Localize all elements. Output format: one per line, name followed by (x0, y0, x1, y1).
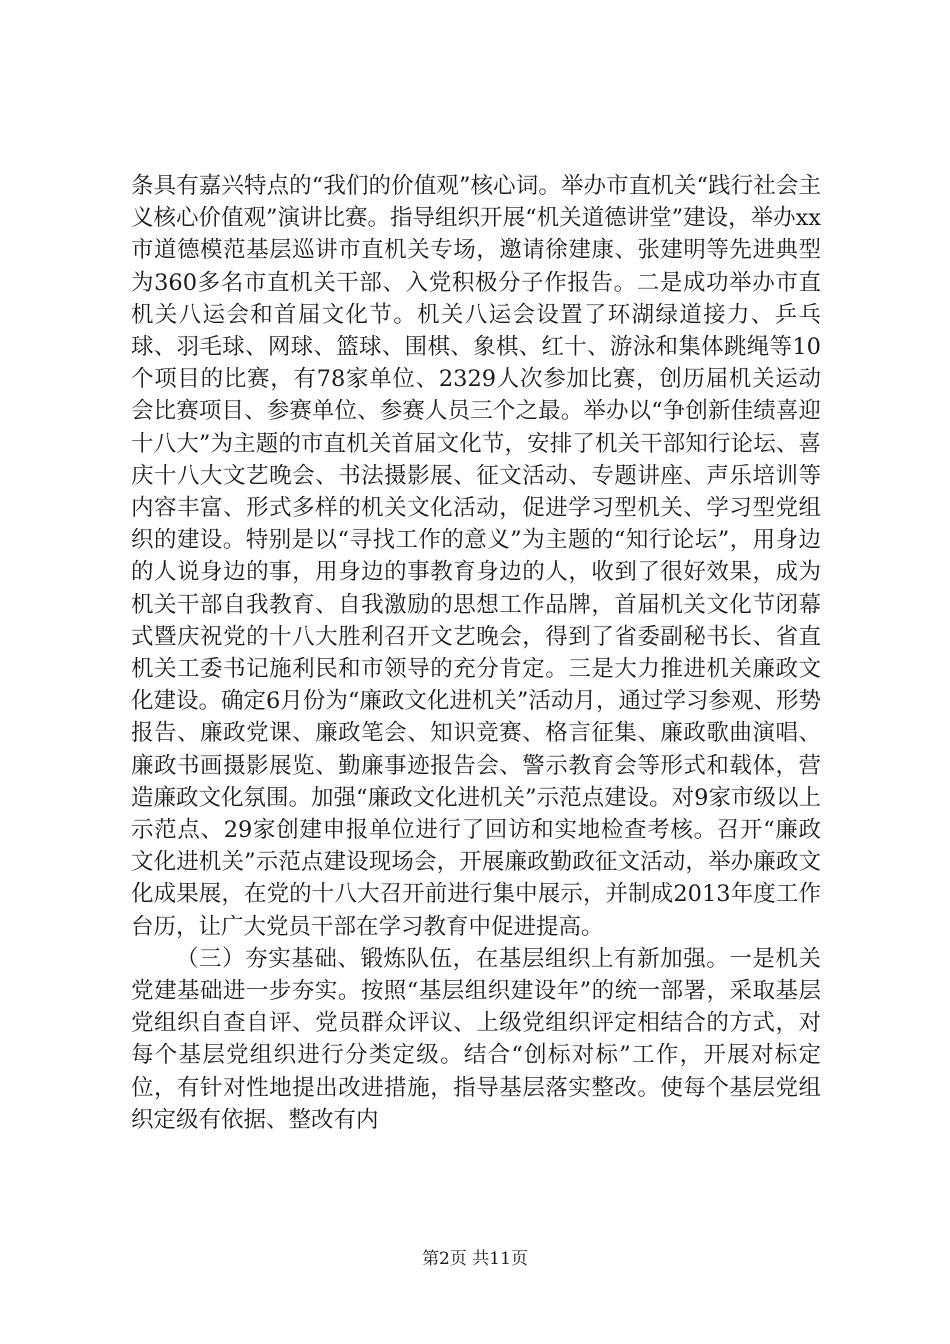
page-footer: 第2页 共11页 (422, 1249, 528, 1269)
paragraph-continuation: 条具有嘉兴特点的“我们的价值观”核心词。举办市直机关“践行社会主义核心价值观”演讲比赛。指导组织开展“机关道德讲堂”建设，举办xx市道德模范基层巡讲市直机关专场，邀请徐建康、张建明等先进典型为360多名市直机关干部、入党积极分子作报告。二是成功举办市直机关八运会和首届文化节。机关八运会设置了环湖绿道接力、乒乓球、羽毛球、网球、篮球、围棋、象棋、红十、游泳和集体跳绳等10个项目的比赛，有78家单位、2329人次参加比赛，创历届机关运动会比赛项目、参赛单位、参赛人员三个之最。举办以“争创新佳绩喜迎十八大”为主题的市直机关首届文化节，安排了机关干部知行论坛、喜庆十八大文艺晚会、书法摄影展、征文活动、专题讲座、声乐培训等内容丰富、形式多样的机关文化活动，促进学习型机关、学习型党组织的建设。特别是以“寻找工作的意义”为主题的“知行论坛”，用身边的人说身边的事，用身边的事教育身边的人，收到了很好效果，成为机关干部自我教育、自我激励的思想工作品牌，首届机关文化节闭幕式暨庆祝党的十八大胜利召开文艺晚会，得到了省委副秘书长、省直机关工委书记施利民和市领导的充分肯定。三是大力推进机关廉政文化建设。确定6月份为“廉政文化进机关”活动月，通过学习参观、形势报告、廉政党课、廉政笔会、知识竞赛、格言征集、廉政歌曲演唱、廉政书画摄影展览、勤廉事迹报告会、警示教育会等形式和载体，营造廉政文化氛围。加强“廉政文化进机关”示范点建设。对9家市级以上示范点、29家创建申报单位进行了回访和实地检查考核。召开“廉政文化进机关”示范点建设现场会，开展廉政勤政征文活动，举办廉政文化成果展，在党的十八大召开前进行集中展示，并制成2013年度工作台历，让广大党员干部在学习教育中促进提高。 (131, 173, 821, 940)
paragraph-section-three: （三）夯实基础、锻炼队伍，在基层组织上有新加强。一是机关党建基础进一步夯实。按照“基层组织建设年”的统一部署，采取基层党组织自查自评、党员群众评议、上级党组织评定相结合的方式，对每个基层党组织进行分类定级。结合“创标对标”工作，开展对标定位，有针对性地提出改进措施，指导基层落实整改。使每个基层党组织定级有依据、整改有内 (131, 945, 821, 1133)
document-body (131, 170, 821, 1136)
